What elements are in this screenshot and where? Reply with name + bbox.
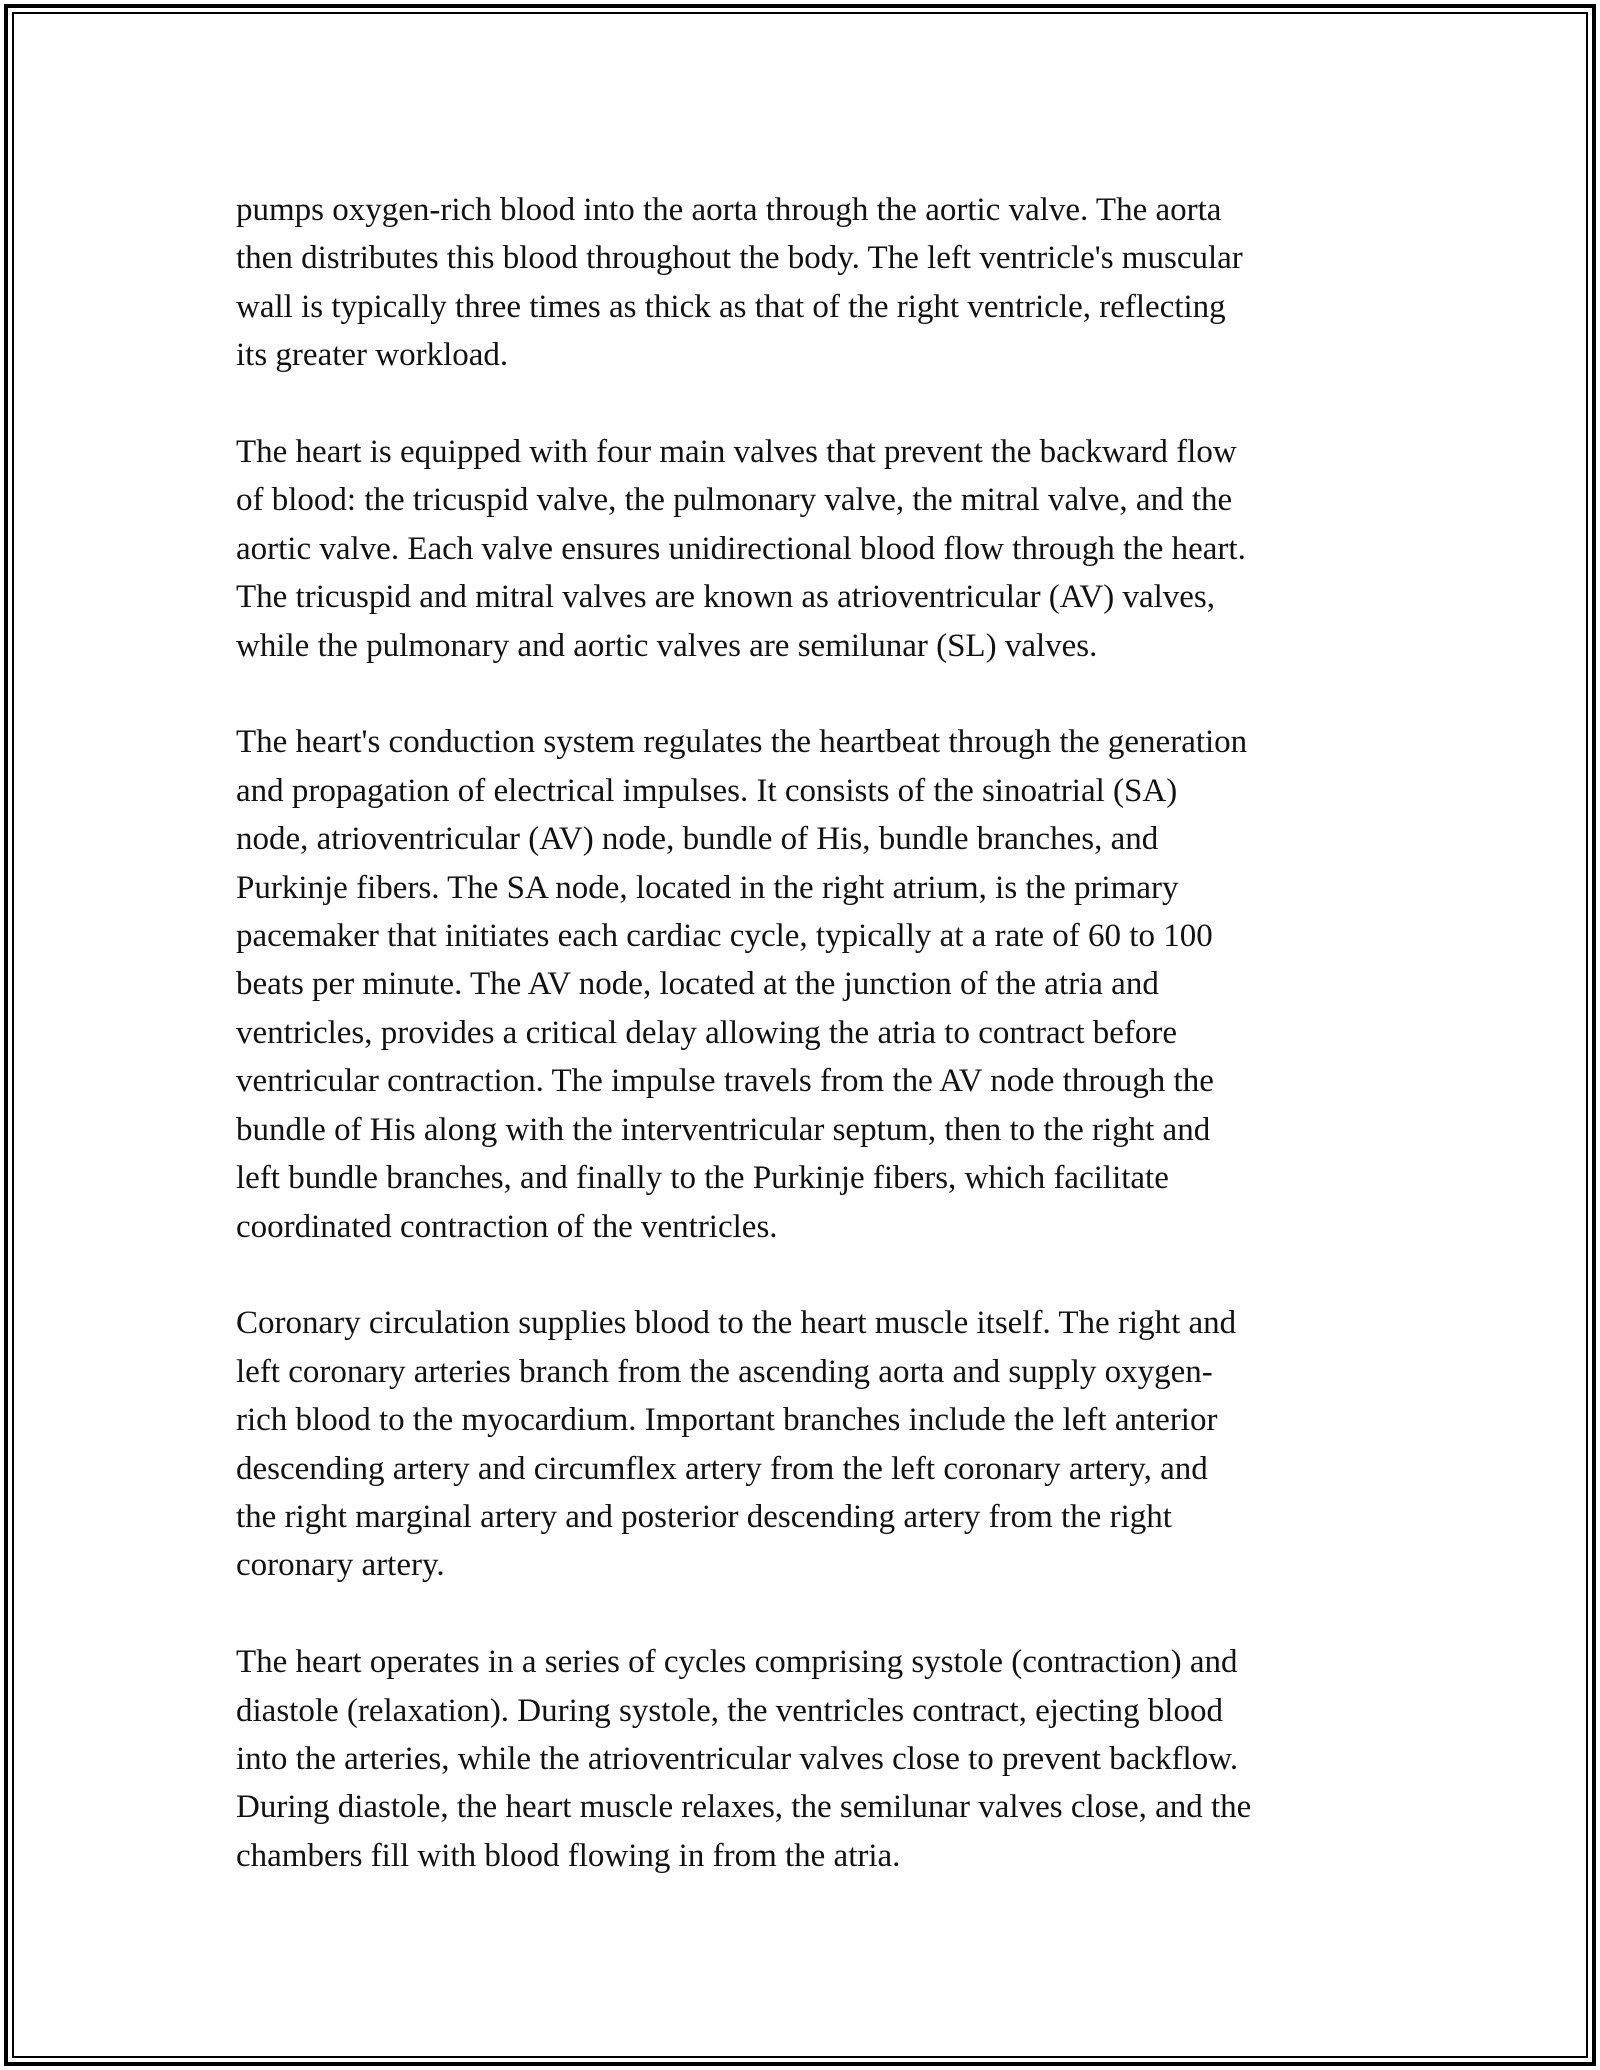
text-line: ventricles, provides a critical delay allowing the atria to contract before <box>236 1014 1178 1051</box>
text-line: left coronary arteries branch from the ascending aorta and supply oxygen- <box>236 1353 1213 1390</box>
text-line: its greater workload. <box>236 337 509 374</box>
text-line: ventricular contraction. The impulse travels from the AV node through the <box>236 1063 1214 1100</box>
text-line: aortic valve. Each valve ensures unidirectional blood flow through the heart. <box>236 530 1246 567</box>
paragraph-heart-valves <box>236 428 1366 670</box>
text-line: Purkinje fibers. The SA node, located in the right atrium, is the primary <box>236 869 1179 906</box>
text-line: the right marginal artery and posterior descending artery from the right <box>236 1498 1172 1535</box>
text-line: node, atrioventricular (AV) node, bundle of His, bundle branches, and <box>236 821 1159 858</box>
paragraph-coronary-circulation <box>236 1299 1366 1589</box>
document-body <box>236 186 1366 1929</box>
text-line: During diastole, the heart muscle relaxes, the semilunar valves close, and the <box>236 1789 1252 1826</box>
paragraph-conduction-system <box>236 718 1366 1250</box>
text-line: The heart operates in a series of cycles comprising systole (contraction) and <box>236 1644 1238 1681</box>
text-line: beats per minute. The AV node, located at the junction of the atria and <box>236 966 1159 1003</box>
text-line: of blood: the tricuspid valve, the pulmonary valve, the mitral valve, and the <box>236 482 1233 519</box>
text-line: and propagation of electrical impulses. It consists of the sinoatrial (SA) <box>236 772 1178 809</box>
paragraph-cardiac-cycle <box>236 1638 1366 1880</box>
text-line: Coronary circulation supplies blood to the heart muscle itself. The right and <box>236 1305 1237 1342</box>
text-line: chambers fill with blood flowing in from the atria. <box>236 1837 901 1874</box>
text-line: rich blood to the myocardium. Important branches include the left anterior <box>236 1402 1218 1439</box>
text-line: then distributes this blood throughout the body. The left ventricle's muscular <box>236 240 1243 277</box>
text-line: coordinated contraction of the ventricles. <box>236 1208 778 1245</box>
text-line: wall is typically three times as thick as that of the right ventricle, reflecting <box>236 288 1226 325</box>
text-line: pacemaker that initiates each cardiac cycle, typically at a rate of 60 to 100 <box>236 918 1213 955</box>
text-line: coronary artery. <box>236 1547 445 1584</box>
text-line: descending artery and circumflex artery from the left coronary artery, and <box>236 1450 1208 1487</box>
text-line: pumps oxygen-rich blood into the aorta through the aortic valve. The aorta <box>236 192 1222 228</box>
text-line: The tricuspid and mitral valves are known as atrioventricular (AV) valves, <box>236 579 1215 616</box>
text-line: left bundle branches, and finally to the Purkinje fibers, which facilitate <box>236 1160 1169 1197</box>
text-line: The heart is equipped with four main valves that prevent the backward flow <box>236 434 1237 471</box>
text-line: diastole (relaxation). During systole, the ventricles contract, ejecting blood <box>236 1692 1223 1729</box>
text-line: The heart's conduction system regulates the heartbeat through the generation <box>236 724 1248 761</box>
text-line: bundle of His along with the interventricular septum, then to the right and <box>236 1111 1211 1148</box>
text-line: while the pulmonary and aortic valves are semilunar (SL) valves. <box>236 627 1098 664</box>
paragraph-left-ventricle <box>236 186 1366 380</box>
text-line: into the arteries, while the atrioventricular valves close to prevent backflow. <box>236 1740 1239 1777</box>
